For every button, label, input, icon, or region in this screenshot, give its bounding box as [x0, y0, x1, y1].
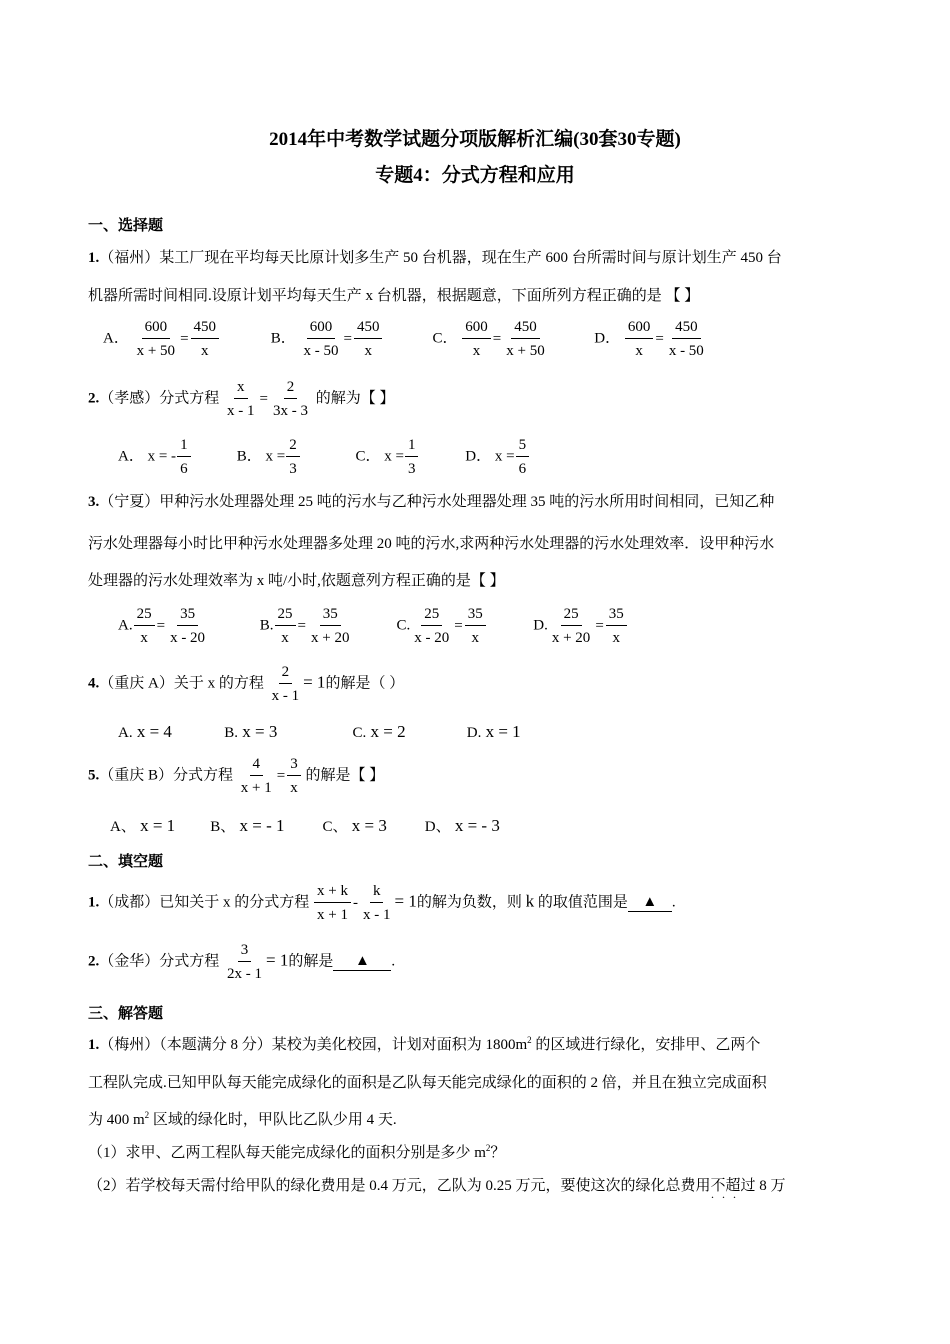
- option-label: B．: [236, 448, 262, 465]
- option-a: A. $\frac{25}{x}$ = $\frac{35}{x - 20}$: [118, 605, 256, 647]
- question-3-line-3: 处理器的污水处理效率为 x 吨/小时,依题意列方程正确的是【 】: [88, 573, 505, 589]
- denominator: x - 1: [271, 688, 300, 704]
- answer-blank[interactable]: ▲: [628, 894, 672, 912]
- math-expr: x = 2: [370, 722, 406, 741]
- page-subtitle: 专题4：分式方程和应用: [375, 165, 575, 186]
- numerator: 35: [320, 605, 341, 626]
- fill-question-2: [88, 941, 395, 983]
- option-label: C．: [355, 448, 381, 465]
- question-text: 的解为【 】: [315, 390, 395, 407]
- question-text: （重庆 B）分式方程: [99, 767, 234, 784]
- option-label: D．: [465, 448, 492, 465]
- page-title: 2014年中考数学试题分项版解析汇编(30套30专题): [269, 129, 681, 150]
- denominator: 3: [407, 461, 416, 477]
- denominator: x: [472, 343, 481, 359]
- denominator: x - 1: [362, 907, 391, 923]
- question-text: （金华）分式方程: [99, 953, 220, 970]
- question-4: [88, 663, 404, 705]
- question-number: 2.: [88, 390, 100, 407]
- question-1-options: [103, 318, 708, 360]
- numerator: 2: [286, 436, 300, 457]
- numerator: 450: [191, 318, 220, 339]
- question-number: 4.: [88, 675, 100, 692]
- option-b: [224, 722, 348, 742]
- option-c: [323, 815, 421, 836]
- numerator: 35: [177, 605, 198, 626]
- numerator: k: [370, 882, 384, 903]
- denominator: x - 20: [414, 630, 450, 646]
- question-4-options: [118, 722, 521, 742]
- math-expr: x = - 3: [454, 816, 500, 835]
- option-label: A.: [118, 617, 133, 634]
- denominator: x - 20: [170, 630, 206, 646]
- denominator: x - 50: [668, 343, 704, 359]
- question-2-options: [118, 436, 530, 478]
- emphasis-text: 不超过: [710, 1178, 756, 1194]
- emphasis-dots: ···: [710, 1190, 744, 1204]
- option-d: D． $\frac{600}{x}$ = $\frac{450}{x - 50}$: [594, 318, 708, 360]
- denominator: 3x - 3: [272, 403, 308, 419]
- superscript: 2: [144, 1110, 150, 1120]
- option-a: [118, 722, 220, 742]
- question-text: （成都）已知关于 x 的分式方程: [99, 894, 310, 911]
- question-3-line-1: [88, 490, 774, 511]
- denominator: x + 50: [136, 343, 176, 359]
- math-expr: x = - 1: [239, 816, 285, 835]
- numerator: 25: [134, 605, 155, 626]
- problem-1-line-2: 工程队完成.已知甲队每天能完成绿化的面积是乙队每天能完成绿化的面积的 2 倍，并且在独立完成面积: [88, 1075, 767, 1091]
- option-c: [356, 436, 462, 478]
- math-expr: x = 1: [140, 816, 176, 835]
- problem-1-part-2: [88, 1174, 786, 1204]
- option-label: A.: [118, 725, 133, 741]
- question-text: （宁夏）甲种污水处理器处理 25 吨的污水与乙种污水处理器处理 35 吨的污水所用时间相同，已知乙种: [99, 494, 775, 510]
- denominator: x: [471, 630, 479, 646]
- denominator: x - 1: [227, 403, 255, 419]
- option-label: B.: [259, 617, 274, 634]
- numerator: 600: [462, 318, 491, 339]
- option-a: A． $\frac{600}{x + 50}$ = $\frac{450}{x}$: [103, 318, 267, 360]
- option-c: [353, 722, 463, 742]
- question-text: （2）若学校每天需付给甲队的绿化费用是 0.4 万元，乙队为 0.25 万元，要使这次的绿化总费用: [88, 1178, 711, 1194]
- option-a: [110, 815, 206, 836]
- question-text: ？: [490, 1145, 506, 1161]
- question-text: 的取值范围是: [537, 894, 628, 911]
- math-expr: x = 3: [242, 722, 278, 741]
- numerator: 35: [465, 605, 486, 626]
- numerator: 5: [516, 436, 530, 457]
- numerator: 3: [287, 755, 301, 776]
- option-d: [467, 722, 521, 742]
- denominator: 2x - 1: [227, 966, 263, 982]
- question-text: 区域的绿化时，甲队比乙队少用 4 天.: [149, 1112, 397, 1128]
- option-d: [425, 815, 500, 836]
- option-label: B．: [270, 330, 296, 347]
- numerator: 450: [672, 318, 701, 339]
- numerator: 25: [421, 605, 442, 626]
- math-expr: x = 3: [351, 816, 387, 835]
- question-text: 的解是（ ）: [325, 675, 405, 692]
- option-b: [210, 815, 318, 836]
- denominator: x + 1: [317, 907, 348, 923]
- problem-1-part-1: [88, 1141, 505, 1162]
- option-d: [465, 436, 530, 478]
- option-label: C.: [396, 617, 411, 634]
- denominator: 6: [180, 461, 188, 477]
- problem-1-line-1: [88, 1033, 760, 1054]
- question-text: （1）求甲、乙两工程队每天能完成绿化的面积分别是多少 m: [88, 1145, 486, 1161]
- fill-question-1: [88, 882, 676, 924]
- numerator: 600: [142, 318, 171, 339]
- denominator: x: [201, 343, 209, 359]
- option-label: C.: [352, 725, 367, 741]
- math-expr: -: [352, 894, 358, 911]
- denominator: 3: [289, 461, 297, 477]
- denominator: x: [364, 343, 372, 359]
- superscript: 2: [527, 1035, 532, 1045]
- numerator: x: [234, 378, 248, 399]
- math-expr: x = 1: [485, 722, 521, 741]
- question-text: 的解是: [288, 953, 334, 970]
- math-expr: x = 4: [136, 722, 172, 741]
- denominator: x + 20: [310, 630, 350, 646]
- option-d: D. $\frac{25}{x + 20}$ = $\frac{35}{x}$: [533, 605, 628, 647]
- denominator: x + 1: [240, 780, 272, 796]
- numerator: x + k: [314, 882, 351, 903]
- emphasized-text: [710, 1178, 756, 1204]
- section-heading-fill: 二、填空题: [88, 854, 164, 870]
- option-b: B． $\frac{600}{x - 50}$ = $\frac{450}{x}$: [271, 318, 429, 360]
- option-label: D、: [424, 819, 451, 835]
- question-text: .: [391, 953, 396, 970]
- question-text: 8 万: [755, 1178, 786, 1194]
- numerator: 4: [250, 755, 264, 776]
- question-text: （孝感）分式方程: [99, 390, 220, 407]
- denominator: x: [635, 343, 643, 359]
- option-b: B. $\frac{25}{x}$ = $\frac{35}{x + 20}$: [260, 605, 393, 647]
- question-2: 2.（孝感）分式方程 $\frac{x}{x - 1}$ = $\frac{2}{3x - 3}$ 的解为【 】: [88, 379, 395, 419]
- math-expr: x = -: [147, 448, 177, 465]
- question-5-options: [110, 815, 500, 836]
- question-number: 3.: [88, 494, 100, 510]
- option-label: A．: [118, 448, 144, 465]
- question-text: （重庆 A）关于 x 的方程: [99, 675, 264, 692]
- option-label: D.: [533, 617, 548, 634]
- option-b: [237, 436, 352, 478]
- option-c: C. $\frac{25}{x - 20}$ = $\frac{35}{x}$: [397, 605, 530, 647]
- question-5: 5.（重庆 B）分式方程 $\frac{4}{x + 1}$ = $\frac{3}{x}$ 的解是【 】: [88, 756, 385, 796]
- question-text: 的区域进行绿化，安排甲、乙两个: [531, 1037, 761, 1053]
- option-label: A．: [103, 330, 129, 347]
- option-label: C、: [322, 819, 348, 835]
- question-number: 1.: [88, 1037, 100, 1053]
- question-text: （福州）某工厂现在平均每天比原计划多生产 50 台机器，现在生产 600 台所需时间与原计划生产 450 台: [99, 250, 782, 266]
- math-expr: = 1: [266, 950, 289, 970]
- option-label: A、: [110, 819, 136, 835]
- option-label: B.: [224, 725, 239, 741]
- math-expr: k: [525, 891, 535, 911]
- question-3-options: [118, 605, 628, 647]
- denominator: x - 50: [303, 343, 339, 359]
- question-number: 2.: [88, 953, 100, 970]
- option-a: [118, 436, 233, 478]
- numerator: 35: [606, 605, 627, 626]
- section-heading-choice: 一、选择题: [88, 218, 164, 234]
- option-label: D．: [594, 330, 621, 347]
- math-expr: = 1: [303, 672, 326, 692]
- option-label: C．: [432, 330, 458, 347]
- option-label: B、: [210, 819, 236, 835]
- question-text: .: [671, 894, 676, 911]
- numerator: 1: [405, 436, 419, 457]
- numerator: 600: [307, 318, 336, 339]
- numerator: 25: [561, 605, 582, 626]
- question-1-line-2: 机器所需时间相同.设原计划平均每天生产 x 台机器，根据题意，下面所列方程正确的是 【 】: [88, 288, 700, 304]
- numerator: 450: [354, 318, 383, 339]
- question-number: 1.: [88, 250, 100, 266]
- denominator: x: [612, 630, 621, 646]
- numerator: 25: [275, 605, 296, 626]
- question-text: 为 400 m: [88, 1112, 145, 1128]
- question-3-line-2: 污水处理器每小时比甲种污水处理器多处理 20 吨的污水,求两种污水处理器的污水处理效率．设甲种污水: [88, 536, 775, 552]
- question-number: 5.: [88, 767, 100, 784]
- section-heading-solve: 三、解答题: [88, 1006, 164, 1022]
- option-c: C． $\frac{600}{x}$ = $\frac{450}{x + 50}$: [433, 318, 591, 360]
- denominator: x: [290, 780, 298, 796]
- denominator: x + 20: [551, 630, 591, 646]
- superscript: 2: [485, 1143, 491, 1153]
- denominator: x: [281, 630, 289, 646]
- numerator: 3: [238, 941, 252, 962]
- question-number: 1.: [88, 894, 100, 911]
- math-expr: x =: [384, 448, 404, 465]
- numerator: 2: [284, 378, 298, 399]
- denominator: x + 50: [506, 343, 545, 359]
- question-1-line-1: [88, 246, 782, 267]
- numerator: 600: [625, 318, 654, 339]
- option-label: D.: [466, 725, 482, 741]
- math-expr: = 1: [394, 891, 417, 911]
- math-expr: x =: [494, 448, 515, 465]
- answer-blank[interactable]: ▲: [333, 953, 391, 971]
- denominator: x: [140, 630, 148, 646]
- denominator: 6: [518, 461, 527, 477]
- question-text: 的解是【 】: [305, 767, 385, 784]
- math-expr: x =: [265, 448, 286, 465]
- question-text: （梅州）（本题满分 8 分）某校为美化校园，计划对面积为 1800m: [99, 1037, 528, 1053]
- numerator: 2: [279, 663, 293, 684]
- numerator: 1: [177, 436, 191, 457]
- problem-1-line-3: [88, 1108, 397, 1129]
- numerator: 450: [511, 318, 540, 339]
- question-text: 的解为负数，则: [416, 894, 522, 911]
